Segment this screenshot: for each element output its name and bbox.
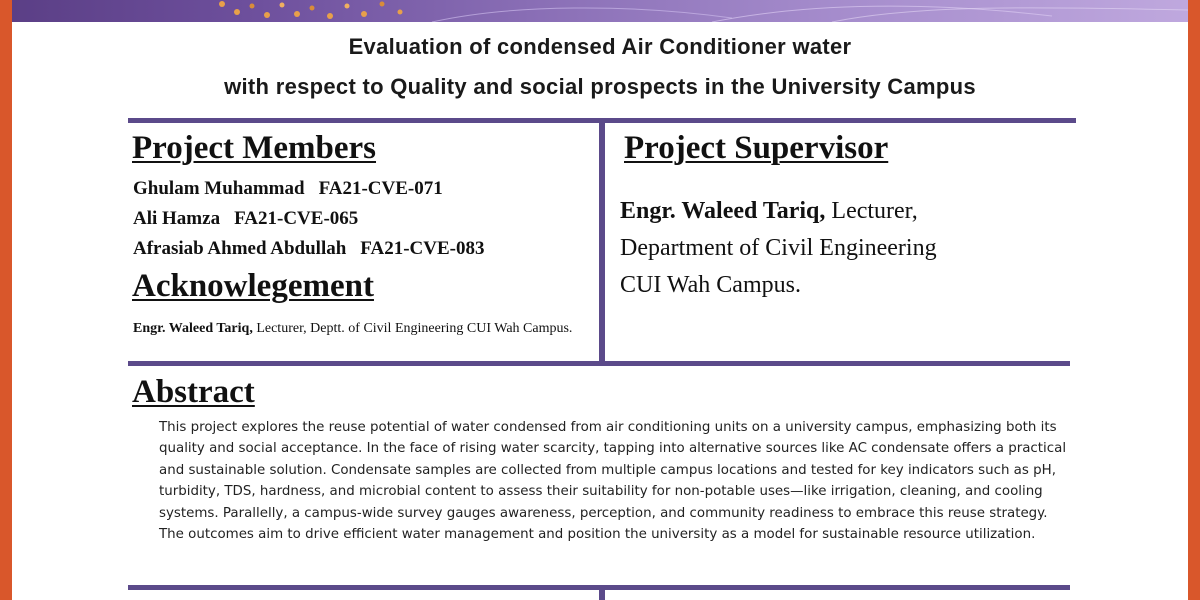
acknowledgement-detail: Lecturer, Deptt. of Civil Engineering CUI Wah Campus.: [252, 321, 573, 336]
acknowledgement-name: Engr. Waleed Tariq,: [133, 321, 253, 336]
banner-decoration: [12, 0, 1188, 22]
member-row: [133, 238, 484, 260]
acknowledgement-heading: Acknowlegement: [132, 268, 374, 304]
member-name: Afrasiab Ahmed Abdullah: [133, 238, 347, 259]
divider-vertical-bottom: [599, 588, 605, 600]
member-id: FA21-CVE-065: [234, 208, 359, 229]
members-heading: Project Members: [132, 130, 377, 166]
poster-title-line-1: Evaluation of condensed Air Conditioner water: [348, 34, 852, 59]
header-banner: [12, 0, 1188, 22]
abstract-heading: Abstract: [132, 374, 255, 410]
supervisor-name: Engr. Waleed Tariq,: [620, 198, 826, 224]
member-id: FA21-CVE-083: [360, 238, 485, 259]
divider-vertical: [599, 122, 605, 364]
divider-middle: [128, 361, 1070, 366]
supervisor-campus: CUI Wah Campus.: [620, 272, 801, 298]
supervisor-heading: Project Supervisor: [624, 130, 889, 166]
member-row: [133, 178, 443, 200]
supervisor-role: Lecturer,: [825, 198, 918, 224]
member-name: Ali Hamza: [133, 208, 221, 229]
member-row: [133, 208, 358, 230]
member-id: FA21-CVE-071: [318, 178, 443, 199]
poster-title-line-2: with respect to Quality and social prospects in the University Campus: [224, 74, 976, 99]
acknowledgement-text: [133, 318, 583, 339]
abstract-body: This project explores the reuse potential of water condensed from air conditioning units on a university campus, emphasizing both its quality and social acceptance. In the face of rising water scarcity, tapping into alternative sources like AC condensate offers a practical and sustainable solution. Condensate samples are collected from multiple campus locations and tested for key indicators such as pH, turbidity, TDS, hardness, and microbial content to assess their suitability for non-potable uses—like irrigation, cleaning, and cooling systems. Parallelly, a campus-wide survey gauges awareness, perception, and community readiness to embrace this reuse strategy. The outcomes aim to drive efficient water management and position the university as a model for sustainable resource utilization.: [159, 420, 1067, 543]
supervisor-text: [620, 193, 1040, 304]
supervisor-department: Department of Civil Engineering: [620, 235, 937, 261]
supervisor-name-line: [620, 193, 1040, 230]
member-name: Ghulam Muhammad: [133, 178, 305, 199]
